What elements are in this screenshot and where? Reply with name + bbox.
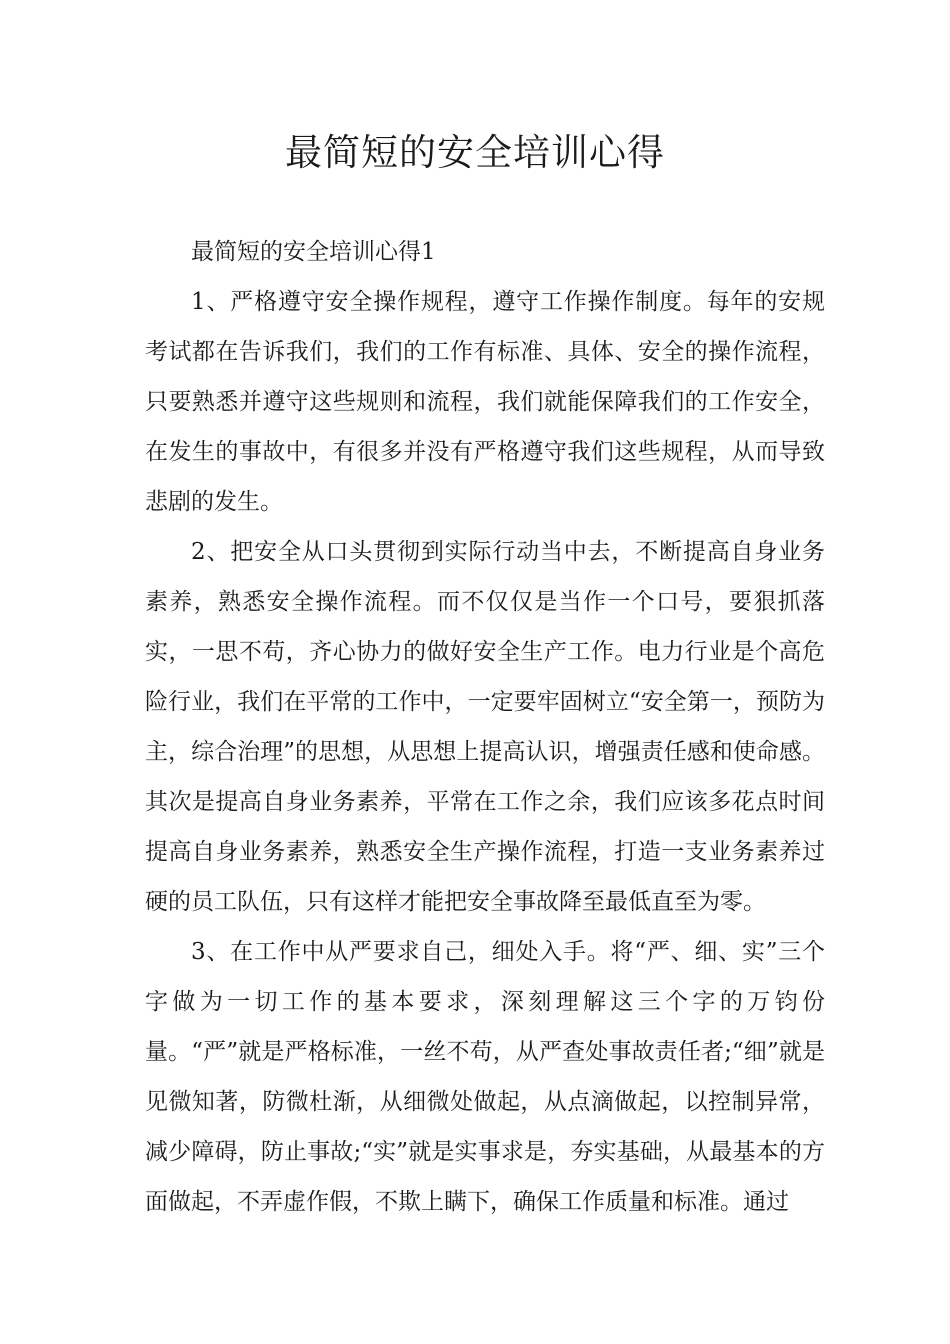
paragraph-2: 2、把安全从口头贯彻到实际行动当中去，不断提高自身业务素养，熟悉安全操作流程。而不仅仅是当作一个口号，要狠抓落实，一思不苟，齐心协力的做好安全生产工作。电力行业是个高危险行业，我们在平常的工作中，一定要牢固树立“安全第一，预防为主，综合治理”的思想，从思想上提高认识，增强责任感和使命感。其次是提高自身业务素养，平常在工作之余，我们应该多花点时间提高自身业务素养，熟悉安全生产操作流程，打造一支业务素养过硬的员工队伍，只有这样才能把安全事故降至最低直至为零。 xyxy=(145,539,825,915)
section-heading: 最简短的安全培训心得1 xyxy=(191,239,436,265)
paragraph-3: 3、在工作中从严要求自己，细处入手。将“严、细、实”三个字做为一切工作的基本要求，深刻理解这三个字的万钧份量。“严”就是严格标准，一丝不苟，从严查处事故责任者;“细”就是见微知著，防微杜渐，从细微处做起，从点滴做起，以控制异常，减少障碍，防止事故;“实”就是实事求是，夯实基础，从最基本的方面做起，不弄虚作假，不欺上瞒下，确保工作质量和标准。通过 xyxy=(145,939,825,1215)
document-title: 最简短的安全培训心得 xyxy=(285,131,665,174)
document-body xyxy=(145,227,825,1227)
paragraph-1: 1、严格遵守安全操作规程，遵守工作操作制度。每年的安规考试都在告诉我们，我们的工作有标准、具体、安全的操作流程，只要熟悉并遵守这些规则和流程，我们就能保障我们的工作安全，在发生的事故中，有很多并没有严格遵守我们这些规程，从而导致悲剧的发生。 xyxy=(145,289,825,515)
